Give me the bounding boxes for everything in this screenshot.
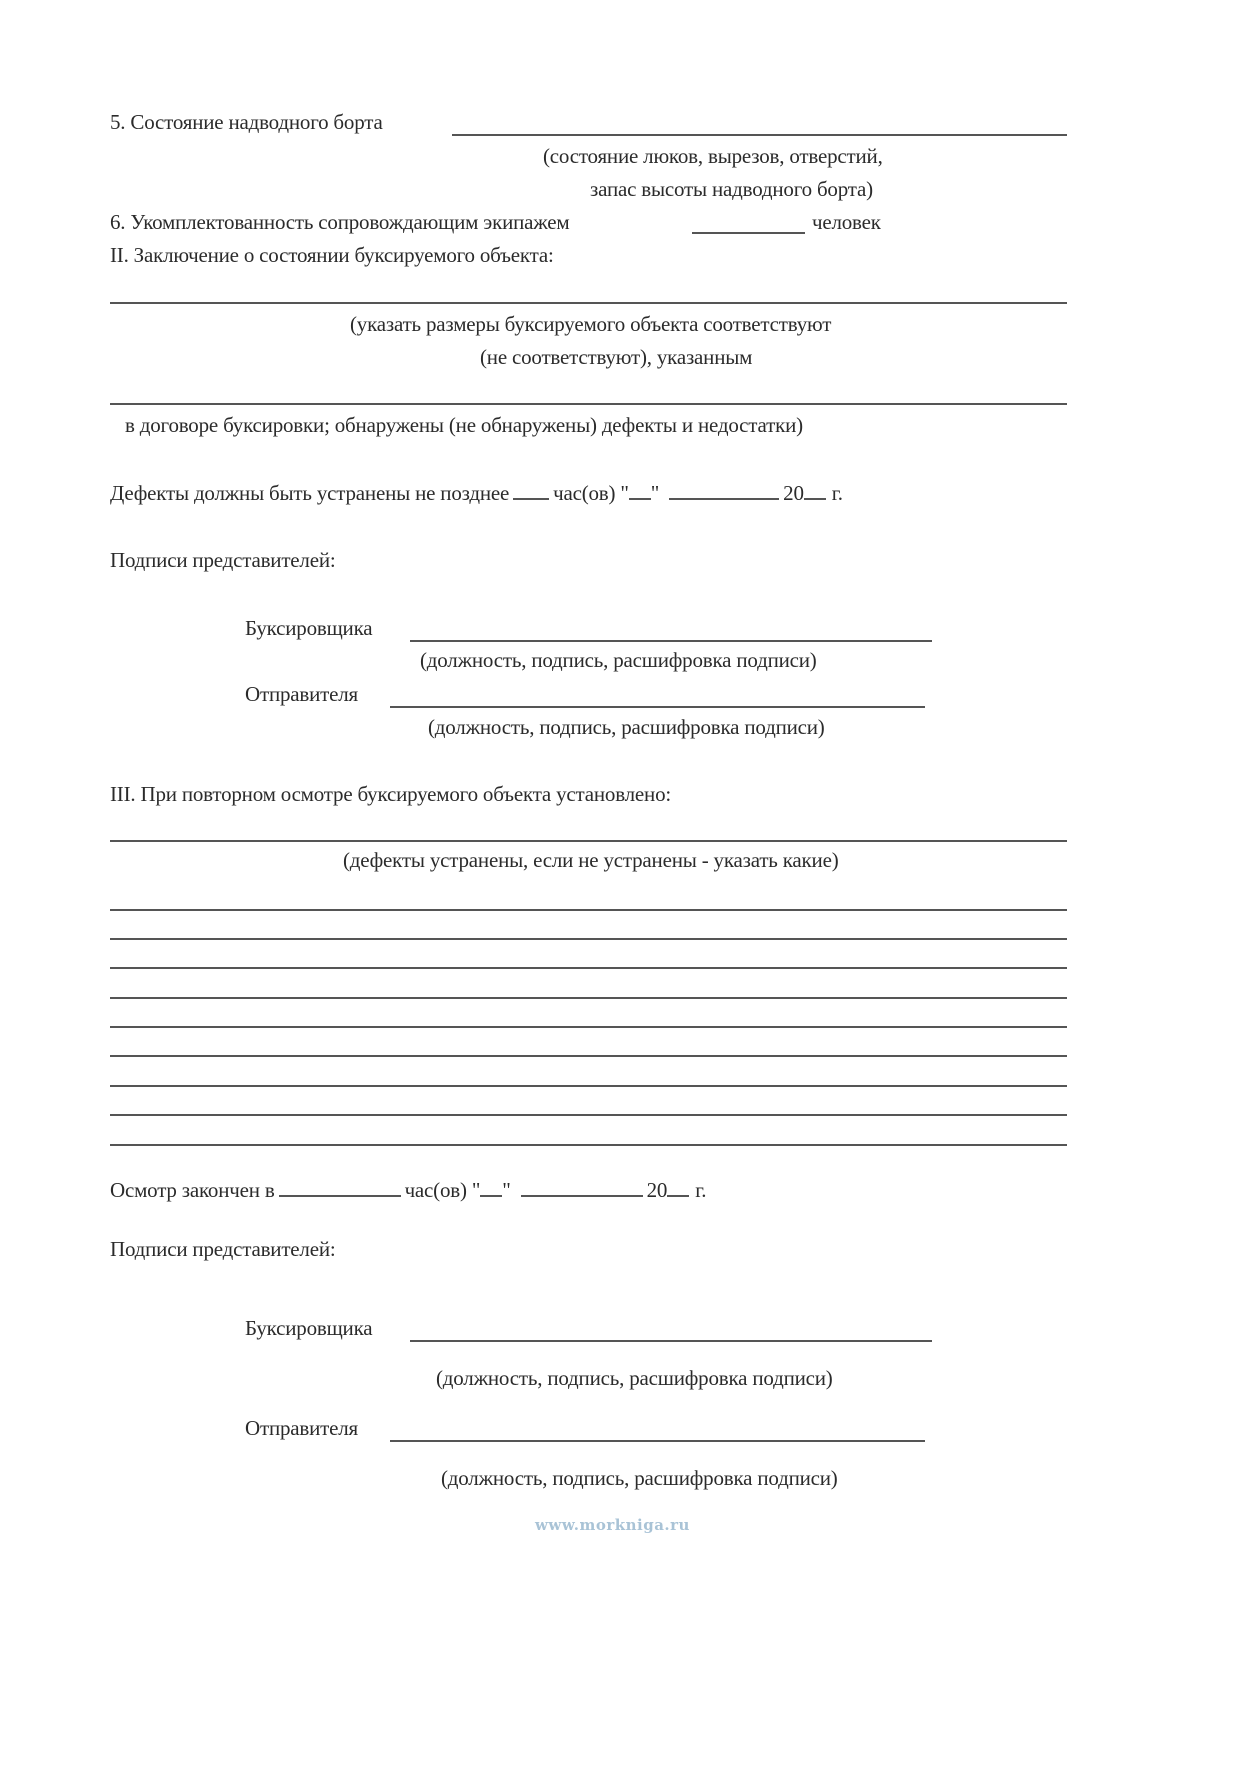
item5-caption-1: (состояние люков, вырезов, отверстий, (543, 144, 883, 168)
section3-blank-line[interactable] (110, 909, 1067, 911)
deadline-day-blank[interactable] (629, 482, 651, 500)
deadline-prefix: Дефекты должны быть устранены не позднее (110, 481, 510, 505)
deadline-hours-blank[interactable] (513, 482, 549, 500)
section3-blank-line[interactable] (110, 997, 1067, 999)
finished-hours-blank[interactable] (279, 1179, 401, 1197)
deadline-year-prefix: 20 (783, 481, 804, 505)
section3-sender-label: Отправителя (245, 1416, 358, 1440)
section2-caption-1: (указать размеры буксируемого объекта соответствуют (350, 312, 832, 336)
finished-day-blank[interactable] (480, 1179, 502, 1197)
deadline-quote-open: " (620, 481, 629, 505)
finished-year-blank[interactable] (667, 1179, 689, 1197)
section3-blank-line[interactable] (110, 1085, 1067, 1087)
section2-heading: II. Заключение о состоянии буксируемого объекта: (110, 243, 554, 267)
item6-label: 6. Укомплектованность сопровождающим экипажем (110, 210, 570, 234)
section2-conclusion-line-2[interactable] (110, 403, 1067, 405)
section2-caption-2: (не соответствуют), указанным (480, 345, 753, 369)
section3-blank-line[interactable] (110, 1144, 1067, 1146)
section2-conclusion-line-1[interactable] (110, 302, 1067, 304)
section3-blank-line[interactable] (110, 967, 1067, 969)
section3-sender-caption: (должность, подпись, расшифровка подписи) (441, 1466, 838, 1490)
section3-blank-line[interactable] (110, 1026, 1067, 1028)
section2-sender-caption: (должность, подпись, расшифровка подписи) (428, 715, 825, 739)
finished-quote-close: " (502, 1178, 511, 1202)
item6-crew-count-line[interactable] (692, 232, 805, 234)
finished-year-prefix: 20 (646, 1178, 668, 1202)
section3-sender-signature-line[interactable] (390, 1440, 925, 1442)
finished-line (110, 1178, 706, 1202)
section2-sender-signature-line[interactable] (390, 706, 925, 708)
section2-caption-3: в договоре буксировки; обнаружены (не обнаружены) дефекты и недостатки) (125, 413, 803, 437)
section2-sender-label: Отправителя (245, 682, 358, 706)
section3-tug-label: Буксировщика (245, 1316, 373, 1340)
section3-heading: III. При повторном осмотре буксируемого объекта установлено: (110, 782, 672, 806)
finished-prefix: Осмотр закончен в (110, 1178, 275, 1202)
item5-input-line[interactable] (452, 134, 1067, 136)
section3-blank-line[interactable] (110, 1114, 1067, 1116)
finished-year-suffix: г. (695, 1178, 707, 1202)
deadline-line (110, 481, 843, 505)
watermark: www.morkniga.ru (535, 1516, 690, 1534)
deadline-year-blank[interactable] (804, 482, 826, 500)
section2-signatures-heading: Подписи представителей: (110, 548, 336, 572)
section3-blank-line[interactable] (110, 938, 1067, 940)
item6-suffix: человек (812, 210, 881, 234)
deadline-month-blank[interactable] (669, 482, 779, 500)
section2-tug-caption: (должность, подпись, расшифровка подписи) (420, 648, 817, 672)
section2-tug-signature-line[interactable] (410, 640, 932, 642)
section3-tug-signature-line[interactable] (410, 1340, 932, 1342)
section3-findings-line[interactable] (110, 840, 1067, 842)
section3-signatures-heading: Подписи представителей: (110, 1237, 336, 1261)
section3-caption: (дефекты устранены, если не устранены - указать какие) (343, 848, 839, 872)
finished-month-blank[interactable] (521, 1179, 643, 1197)
deadline-hours-label: час(ов) (553, 481, 616, 505)
finished-quote-open: " (471, 1178, 481, 1202)
section2-tug-label: Буксировщика (245, 616, 373, 640)
item5-caption-2: запас высоты надводного борта) (590, 177, 873, 201)
deadline-quote-close: " (650, 481, 660, 505)
deadline-year-suffix: г. (831, 481, 843, 505)
finished-hours-label: час(ов) (404, 1178, 467, 1202)
section3-tug-caption: (должность, подпись, расшифровка подписи) (436, 1366, 833, 1390)
section3-blank-line[interactable] (110, 1055, 1067, 1057)
item5-label: 5. Состояние надводного борта (110, 110, 383, 134)
